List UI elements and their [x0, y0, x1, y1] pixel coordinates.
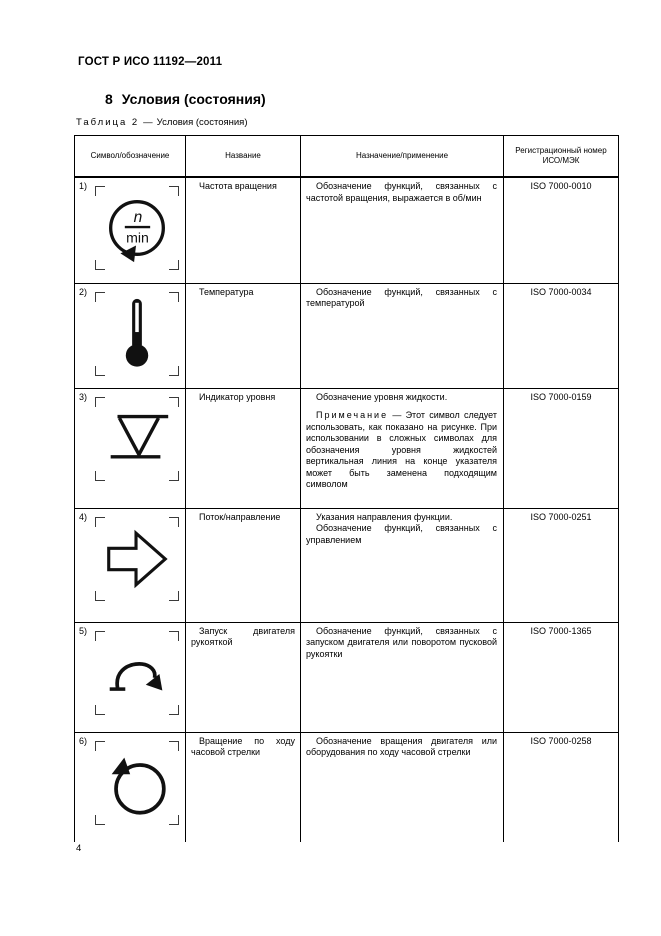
symbol-frame: [95, 397, 179, 481]
table-row: [75, 283, 619, 388]
table-row: [75, 732, 619, 842]
symbol-cell: [75, 508, 186, 622]
reg-number-cell: [504, 622, 619, 732]
row-number: 5): [79, 625, 88, 636]
svg-text:n: n: [133, 209, 143, 227]
symbol-frame: [95, 186, 179, 270]
reg-number: ISO 7000-0258: [530, 735, 592, 746]
table-row: [75, 508, 619, 622]
symbol-cell: [75, 388, 186, 508]
table-caption: [76, 117, 247, 128]
purpose-note: [306, 410, 497, 491]
symbol-name: Запуск двигателя рукояткой: [191, 625, 295, 647]
table-row: [75, 177, 619, 283]
table-row: [75, 622, 619, 732]
purpose-text: Обозначение функций, связанных с частотой вращения, выражается в об/мин: [306, 181, 497, 203]
row-number: 1): [79, 181, 88, 191]
reg-number: ISO 7000-0010: [530, 181, 592, 191]
symbol-frame: [95, 517, 179, 601]
rotational-frequency-icon: [98, 189, 176, 267]
symbol-cell: [75, 177, 186, 283]
name-cell: [186, 283, 301, 388]
clockwise-rotation-icon: [98, 744, 176, 822]
column-header-reg-number: Регистрационный номер ИСО/МЭК: [504, 136, 619, 178]
column-header-symbol: Символ/обозначение: [75, 136, 186, 178]
reg-number: ISO 7000-0159: [530, 391, 592, 402]
crank-start-icon: [98, 634, 176, 712]
purpose-text: Обозначение уровня жидкости.: [316, 391, 448, 402]
page-number: 4: [76, 843, 82, 854]
name-cell: [186, 388, 301, 508]
reg-number: ISO 7000-1365: [530, 625, 592, 636]
reg-number-cell: [504, 732, 619, 842]
document-title: ГОСТ Р ИСО 11192—2011: [78, 56, 223, 68]
symbol-name: Индикатор уровня: [199, 391, 276, 402]
purpose-text: Обозначение функций, связанных с температурой: [306, 286, 497, 308]
purpose-cell: [301, 508, 504, 622]
column-header-purpose: Назначение/применение: [301, 136, 504, 178]
name-cell: [186, 508, 301, 622]
symbol-cell: [75, 283, 186, 388]
symbol-frame: [95, 631, 179, 715]
name-cell: [186, 732, 301, 842]
row-number: 4): [79, 511, 88, 522]
symbol-cell: [75, 732, 186, 842]
symbols-table: [74, 135, 619, 842]
name-cell: [186, 177, 301, 283]
section-heading: [105, 91, 266, 107]
symbol-name: Вращение по ходу часовой стрелки: [191, 735, 295, 757]
table-caption-label: Таблица 2: [76, 117, 140, 128]
section-number: 8: [105, 91, 113, 107]
purpose-text: Указания направления функции.: [316, 511, 453, 522]
symbol-name: Частота вращения: [199, 181, 277, 191]
reg-number: ISO 7000-0251: [530, 511, 592, 522]
note-text: — Этот символ следует использовать, как показано на рисунке. При использовании в сложных символах для обозначения уровня жидкостей вертикальная линия на конце указателя может быть заменена подходящим символом: [306, 410, 497, 489]
table-row: [75, 388, 619, 508]
purpose-cell: [301, 732, 504, 842]
row-number: 3): [79, 391, 88, 402]
note-label: Примечание: [316, 410, 389, 420]
flow-direction-arrow-icon: [98, 520, 176, 598]
purpose-text: Обозначение вращения двигателя или оборудования по ходу часовой стрелки: [306, 735, 497, 757]
symbol-name: Поток/направление: [199, 511, 281, 522]
row-number: 2): [79, 286, 88, 297]
purpose-cell: [301, 622, 504, 732]
svg-text:min: min: [126, 229, 149, 246]
section-title: Условия (состояния): [121, 91, 266, 107]
purpose-text: Обозначение функций, связанных с запуском двигателя или поворотом пусковой рукоятки: [306, 625, 497, 659]
purpose-text: Обозначение функций, связанных с управлением: [306, 523, 497, 545]
thermometer-icon: [98, 295, 176, 373]
reg-number-cell: [504, 177, 619, 283]
table-caption-dash: —: [143, 117, 153, 128]
column-header-name: Название: [186, 136, 301, 178]
symbol-frame: [95, 292, 179, 376]
reg-number-cell: [504, 283, 619, 388]
row-number: 6): [79, 735, 88, 746]
reg-number: ISO 7000-0034: [530, 286, 592, 297]
symbol-name: Температура: [199, 286, 254, 297]
symbol-cell: [75, 622, 186, 732]
reg-number-cell: [504, 388, 619, 508]
table-header-row: [75, 136, 619, 178]
purpose-cell: [301, 283, 504, 388]
reg-number-cell: [504, 508, 619, 622]
symbol-frame: [95, 741, 179, 825]
name-cell: [186, 622, 301, 732]
table-caption-title: Условия (состояния): [156, 117, 248, 128]
purpose-cell: [301, 177, 504, 283]
level-indicator-icon: [98, 400, 176, 478]
purpose-cell: [301, 388, 504, 508]
